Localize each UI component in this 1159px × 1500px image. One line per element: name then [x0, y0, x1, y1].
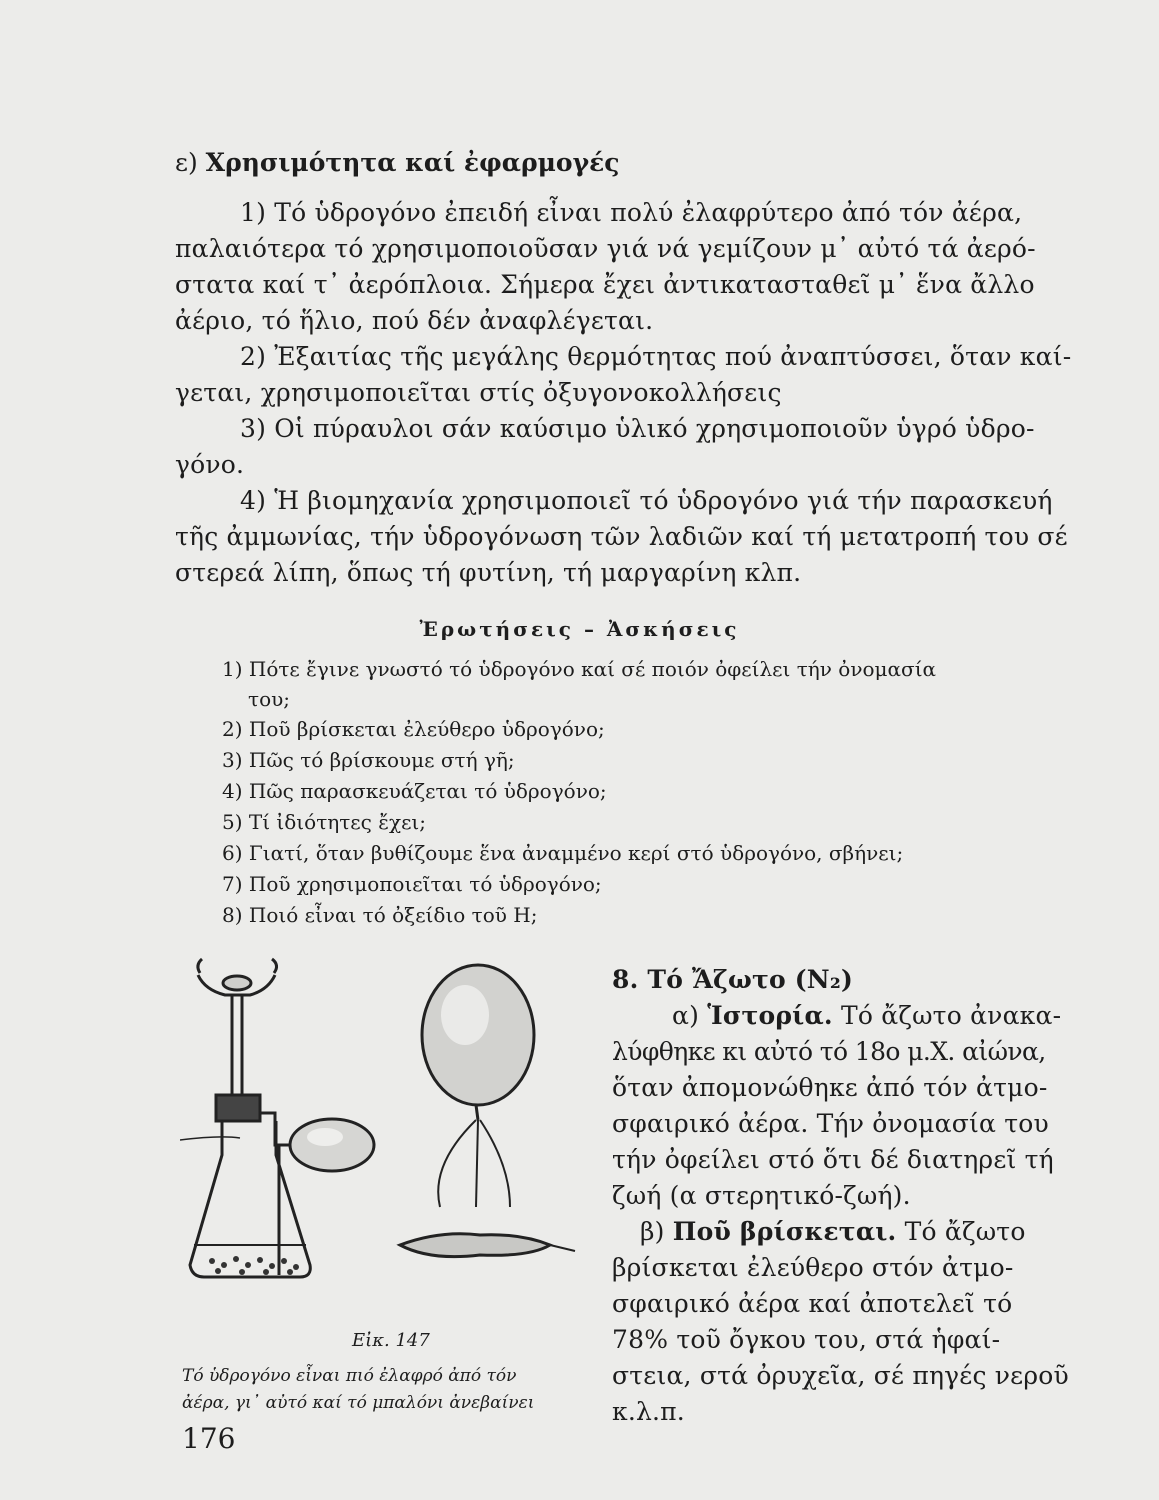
questions-title: Ἐρωτήσεις – Ἀσκήσεις [419, 617, 740, 641]
question-item: 1) Πότε ἔγινε γνωστό τό ὑδρογόνο καί σέ ποιόν ὀφείλει τήν ὀνομασία [222, 657, 937, 681]
question-item: 5) Τί ἰδιότητες ἔχει; [222, 810, 427, 834]
question-item: 6) Γιατί, ὅταν βυθίζουμε ἕνα ἀναμμένο κερί στό ὑδρογόνο, σβήνει; [222, 841, 904, 865]
applications-line: παλαιότερα τό χρησιμοποιοῦσαν γιά νά γεμίζουν μ᾽ αὐτό τά ἀερό- [175, 234, 1036, 263]
nitrogen-where-first-line [640, 1217, 1026, 1246]
question-item: του; [248, 687, 291, 711]
question-item: 3) Πῶς τό βρίσκουμε στή γῆ; [222, 748, 515, 772]
nitrogen-where-label: β) [640, 1217, 665, 1246]
nitrogen-history-first: Τό ἄζωτο ἀνακα- [840, 1001, 1062, 1030]
figure-number: Εἰκ. 147 [352, 1330, 430, 1351]
applications-line: 3) Οἱ πύραυλοι σάν καύσιμο ὑλικό χρησιμοποιοῦν ὑγρό ὑδρο- [240, 414, 1035, 443]
applications-heading-prefix: ε) [175, 148, 198, 177]
nitrogen-history-line: ζωή (α στερητικό-ζωή). [612, 1181, 911, 1210]
nitrogen-history-line: ὅταν ἀπομονώθηκε ἀπό τόν ἀτμο- [612, 1073, 1048, 1102]
applications-line: ἀέριο, τό ἥλιο, πού δέν ἀναφλέγεται. [175, 306, 654, 335]
applications-line: στερεά λίπη, ὅπως τή φυτίνη, τή μαργαρίνη κλπ. [175, 558, 802, 587]
question-item: 2) Ποῦ βρίσκεται ἐλεύθερο ὑδρογόνο; [222, 717, 605, 741]
nitrogen-where-line: κ.λ.π. [612, 1397, 685, 1426]
nitrogen-history-line: λύφθηκε κι αὐτό τό 18ο μ.Χ. αἰώνα, [612, 1037, 1046, 1066]
applications-line: τῆς ἀμμωνίας, τήν ὑδρογόνωση τῶν λαδιῶν καί τή μετατροπή του σέ [175, 522, 1068, 551]
nitrogen-where-line: σφαιρικό ἀέρα καί ἀποτελεῖ τό [612, 1289, 1013, 1318]
figure-caption-line: ἀέρα, γι᾽ αὐτό καί τό μπαλόνι ἀνεβαίνει [182, 1393, 535, 1413]
applications-line: 2) Ἐξαιτίας τῆς μεγάλης θερμότητας πού ἀναπτύσσει, ὅταν καί- [240, 342, 1072, 371]
applications-heading-title: Χρησιμότητα καί ἐφαρμογές [205, 148, 620, 177]
nitrogen-history-line: τήν ὀφείλει στό ὅτι δέ διατηρεῖ τή [612, 1145, 1054, 1174]
page-number: 176 [182, 1422, 236, 1455]
question-item: 8) Ποιό εἶναι τό ὀξείδιο τοῦ Η; [222, 903, 538, 927]
nitrogen-history-title: Ἱστορία. [707, 1001, 833, 1030]
question-item: 4) Πῶς παρασκευάζεται τό ὑδρογόνο; [222, 779, 607, 803]
applications-line: 1) Τό ὑδρογόνο ἐπειδή εἶναι πολύ ἐλαφρύτερο ἀπό τόν ἀέρα, [240, 198, 1023, 227]
nitrogen-where-first: Τό ἄζωτο [904, 1217, 1026, 1246]
nitrogen-heading: 8. Τό Ἄζωτο (N₂) [612, 965, 854, 994]
applications-line: στατα καί τ᾽ ἀερόπλοια. Σήμερα ἔχει ἀντικατασταθεῖ μ᾽ ἕνα ἄλλο [175, 270, 1035, 299]
figure-147-illustration [180, 945, 600, 1300]
applications-heading [175, 148, 620, 177]
nitrogen-where-line: στεια, στά ὀρυχεῖα, σέ πηγές νεροῦ [612, 1361, 1069, 1390]
nitrogen-history-line: σφαιρικό ἀέρα. Τήν ὀνομασία του [612, 1109, 1049, 1138]
applications-line: γόνο. [175, 450, 245, 479]
nitrogen-where-line: βρίσκεται ἐλεύθερο στόν ἀτμο- [612, 1253, 1014, 1282]
nitrogen-where-line: 78% τοῦ ὄγκου του, στά ἡφαί- [612, 1325, 1001, 1354]
nitrogen-history-label: α) [672, 1001, 700, 1030]
applications-line: 4) Ἡ βιομηχανία χρησιμοποιεῖ τό ὑδρογόνο γιά τήν παρασκευή [240, 486, 1053, 515]
question-item: 7) Ποῦ χρησιμοποιεῖται τό ὑδρογόνο; [222, 872, 602, 896]
nitrogen-history-first-line [672, 1001, 1061, 1030]
applications-line: γεται, χρησιμοποιεῖται στίς ὀξυγονοκολλήσεις [175, 378, 782, 407]
figure-caption-line: Τό ὑδρογόνο εἶναι πιό ἐλαφρό ἀπό τόν [182, 1366, 517, 1386]
nitrogen-where-title: Ποῦ βρίσκεται. [672, 1217, 897, 1246]
